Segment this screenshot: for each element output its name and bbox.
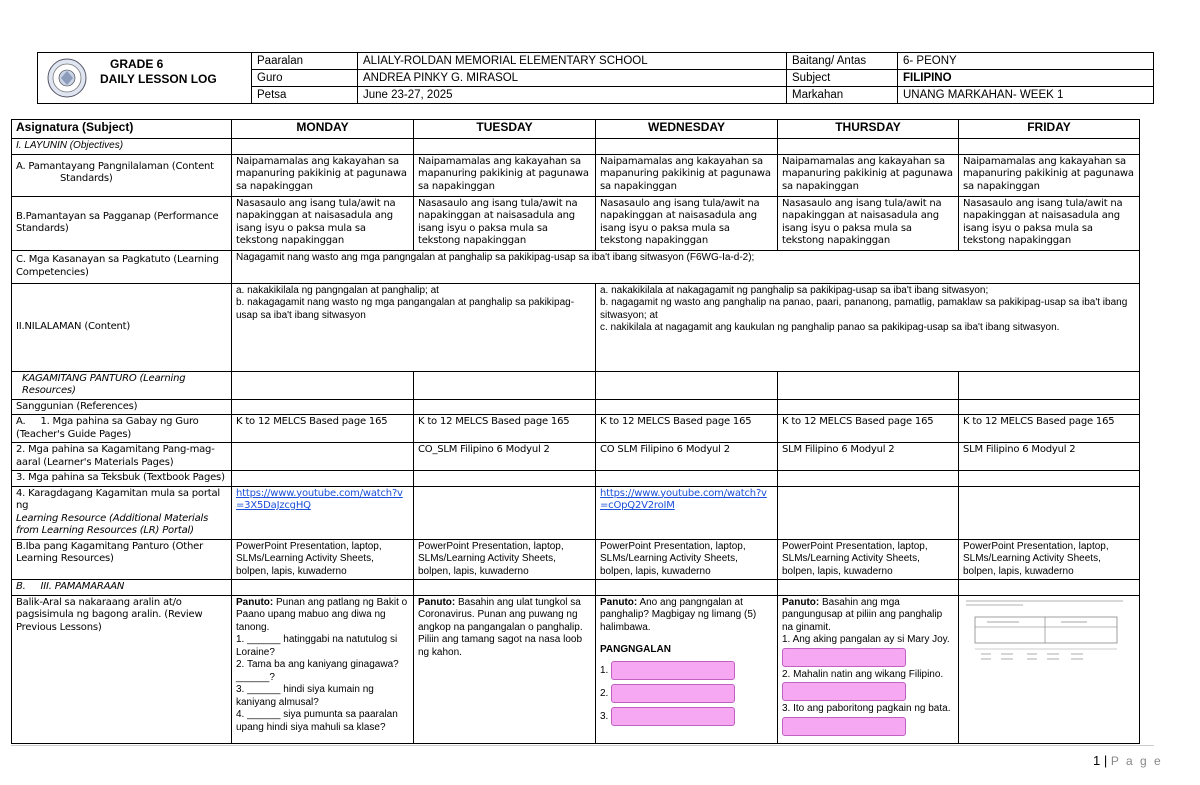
instruction-text: Punan ang patlang ng Bakit o Paano upang mabuo ang diwa ng tanong.	[236, 596, 408, 633]
other-resources-cell: PowerPoint Presentation, laptop, SLMs/Learning Activity Sheets, bolpen, lapis, kuwaderno	[596, 539, 778, 580]
content-standards-cell: Naipamamalas ang kakayahan sa mapanuring pakikinig at pagunawa sa napakinggan	[232, 154, 414, 196]
lr-portal-text-italic: Learning Resource (Additional Materials from Learning Resources (LR) Portal)	[16, 512, 209, 536]
content-cell-wed-fri	[596, 283, 1140, 371]
youtube-link[interactable]: https://www.youtube.com/watch?v=3X5DaJzcgHQ	[236, 487, 403, 511]
log-title: DAILY LESSON LOG	[100, 72, 217, 86]
teachers-guide-label	[12, 415, 232, 443]
review-label: Balik-Aral sa nakaraang aralin at/o pagsisimula ng bagong aralin. (Review Previous Lessons)	[12, 595, 232, 743]
page-number	[1093, 753, 1163, 768]
youtube-link[interactable]: https://www.youtube.com/watch?v=cOpQ2V2roIM	[600, 487, 767, 511]
question-item: 1. ______ hatinggabi na natutulog si Loraine?	[236, 634, 398, 658]
sentence-item: 1. Ang aking pangalan ay si Mary Joy.	[782, 634, 950, 645]
other-resources-cell: PowerPoint Presentation, laptop, SLMs/Learning Activity Sheets, bolpen, lapis, kuwaderno	[232, 539, 414, 580]
answer-line	[600, 707, 773, 726]
logo-title-cell	[38, 53, 252, 104]
date-value: June 23-27, 2025	[358, 87, 787, 104]
sentence-item: 3. Ito ang paboritong pagkain ng bata.	[782, 703, 951, 714]
teachers-guide-cell: K to 12 MELCS Based page 165	[959, 415, 1140, 443]
page-label: P a g e	[1110, 754, 1163, 768]
other-resources-cell: PowerPoint Presentation, laptop, SLMs/Learning Activity Sheets, bolpen, lapis, kuwaderno	[778, 539, 959, 580]
answer-box[interactable]	[611, 684, 735, 703]
day-header-row	[12, 120, 1140, 139]
instruction-label: Panuto:	[418, 596, 456, 608]
instruction-label: Panuto:	[600, 596, 638, 608]
noun-heading: PANGNGALAN	[600, 644, 671, 655]
question-item: 3. ______ hindi siya kumain ng kaniyang almusal?	[236, 684, 374, 708]
performance-standards-cell: Nasasaulo ang isang tula/awit na napakinggan at naisasadula ang isang isyu o paksa mula sa tekstong napakinggan	[778, 196, 959, 250]
answer-line	[600, 684, 773, 703]
answer-number: 2.	[600, 687, 609, 699]
content-standards-label-text: A. Pamantayang Pangnilalaman (Content	[16, 160, 214, 172]
grade-level-label: Baitang/ Antas	[787, 53, 898, 70]
quarter-label: Markahan	[787, 87, 898, 104]
page-separator: |	[1100, 753, 1111, 768]
references-label: Sanggunian (References)	[12, 399, 232, 415]
learners-materials-cell: SLM Filipino 6 Modyul 2	[959, 443, 1140, 471]
answer-box[interactable]	[782, 648, 906, 667]
instruction-text: Basahin ang mga pangungusap at piliin ang panghalip na ginamit.	[782, 596, 943, 633]
lr-cell-wed	[596, 486, 778, 539]
teachers-guide-cell: K to 12 MELCS Based page 165	[232, 415, 414, 443]
performance-standards-cell: Nasasaulo ang isang tula/awit na napakinggan at naisasadula ang isang isyu o paksa mula sa tekstong napakinggan	[596, 196, 778, 250]
quarter-value: UNANG MARKAHAN- WEEK 1	[898, 87, 1154, 104]
competencies-label: C. Mga Kasanayan sa Pagkatuto (Learning Competencies)	[12, 250, 232, 283]
other-resources-cell: PowerPoint Presentation, laptop, SLMs/Learning Activity Sheets, bolpen, lapis, kuwaderno	[414, 539, 596, 580]
review-cell-mon	[232, 595, 414, 743]
content-standards-cell: Naipamamalas ang kakayahan sa mapanuring pakikinig at pagunawa sa napakinggan	[596, 154, 778, 196]
school-label: Paaralan	[252, 53, 358, 70]
review-cell-thu	[778, 595, 959, 743]
page-number-value: 1	[1093, 753, 1101, 768]
review-cell-tue	[414, 595, 596, 743]
content-cell-mon-tue	[232, 283, 596, 371]
lr-cell-mon	[232, 486, 414, 539]
lesson-table	[11, 119, 1140, 744]
footer-rule	[11, 745, 1154, 746]
content-standards-label	[12, 154, 232, 196]
day-header: WEDNESDAY	[596, 120, 778, 139]
answer-box[interactable]	[611, 707, 735, 726]
teachers-guide-cell: K to 12 MELCS Based page 165	[596, 415, 778, 443]
worksheet-thumbnail	[963, 597, 1127, 693]
teachers-guide-text: 1. Mga pahina sa Gabay ng Guro (Teacher's Guide Pages)	[16, 416, 199, 440]
sentence-item: 2. Mahalin natin ang wikang Filipino.	[782, 668, 944, 680]
procedures-heading: B. III. PAMAMARAAN	[12, 580, 232, 596]
answer-box[interactable]	[611, 661, 735, 680]
content-item: a. nakakikilala at nakagagamit ng panghalip sa pakikipag-usap sa iba't ibang sitwasyon;	[600, 284, 989, 296]
grade-label: GRADE 6	[110, 57, 164, 71]
other-resources-label: B.Iba pang Kagamitang Panturo (Other Learning Resources)	[12, 539, 232, 580]
instruction-label: Panuto:	[782, 596, 820, 608]
learners-materials-cell: SLM Filipino 6 Modyul 2	[778, 443, 959, 471]
content-item: b. nakagagamit nang wasto ng mga pangangalan at panghalip sa pakikipag-usap sa iba't ibang sitwasyon	[236, 297, 575, 321]
instruction-text: Ano ang pangngalan at panghalip? Magbigay ng limang (5) halimbawa.	[600, 596, 757, 633]
day-header: MONDAY	[232, 120, 414, 139]
subject-value: FILIPINO	[898, 70, 1154, 87]
objectives-heading: I. LAYUNIN (Objectives)	[12, 139, 232, 155]
lr-portal-text: 4. Karagdagang Kagamitan mula sa portal ng	[16, 487, 220, 511]
content-standards-label-text2: Standards)	[60, 173, 113, 184]
content-standards-cell: Naipamamalas ang kakayahan sa mapanuring pakikinig at pagunawa sa napakinggan	[959, 154, 1140, 196]
review-cell-wed	[596, 595, 778, 743]
answer-box[interactable]	[782, 717, 906, 736]
question-item: 2. Tama ba ang kaniyang ginagawa? ______?	[236, 659, 399, 683]
performance-standards-label: B.Pamantayan sa Pagganap (Performance Standards)	[12, 196, 232, 250]
teacher-value: ANDREA PINKY G. MIRASOL	[358, 70, 787, 87]
resources-label: KAGAMITANG PANTURO (Learning Resources)	[12, 371, 232, 399]
school-value: ALIALY-ROLDAN MEMORIAL ELEMENTARY SCHOOL	[358, 53, 787, 70]
content-standards-cell: Naipamamalas ang kakayahan sa mapanuring pakikinig at pagunawa sa napakinggan	[414, 154, 596, 196]
review-cell-fri	[959, 595, 1140, 743]
answer-line	[600, 661, 773, 680]
subject-label: Subject	[787, 70, 898, 87]
teachers-guide-cell: K to 12 MELCS Based page 165	[778, 415, 959, 443]
performance-standards-cell: Nasasaulo ang isang tula/awit na napakinggan at naisasadula ang isang isyu o paksa mula sa tekstong napakinggan	[959, 196, 1140, 250]
instruction-label: Panuto:	[236, 596, 274, 608]
answer-box[interactable]	[782, 682, 906, 701]
other-resources-cell: PowerPoint Presentation, laptop, SLMs/Learning Activity Sheets, bolpen, lapis, kuwaderno	[959, 539, 1140, 580]
teacher-label: Guro	[252, 70, 358, 87]
date-label: Petsa	[252, 87, 358, 104]
content-label: II.NILALAMAN (Content)	[12, 283, 232, 371]
learners-materials-cell: CO_SLM Filipino 6 Modyul 2	[414, 443, 596, 471]
day-header: TUESDAY	[414, 120, 596, 139]
content-standards-cell: Naipamamalas ang kakayahan sa mapanuring pakikinig at pagunawa sa napakinggan	[778, 154, 959, 196]
content-item: c. nakikilala at nagagamit ang kaukulan ng panghalip panao sa pakikipag-usap sa iba't ibang sitwasyon.	[600, 322, 1060, 333]
title-block	[100, 57, 217, 87]
content-item: b. nagagamit ng wasto ang panghalip na panao, paari, pananong, pamatlig, pamaklaw sa pakikipag-usap sa iba't ibang sitwasyon; at	[600, 297, 1128, 321]
textbook-label: 3. Mga pahina sa Teksbuk (Textbook Pages)	[12, 471, 232, 487]
performance-standards-cell: Nasasaulo ang isang tula/awit na napakinggan at naisasadula ang isang isyu o paksa mula sa tekstong napakinggan	[232, 196, 414, 250]
question-item: 4. ______ siya pumunta sa paaralan upang hindi siya mahuli sa klase?	[236, 709, 398, 733]
instruction-text: Basahin ang ulat tungkol sa Coronavirus. Punan ang puwang ng angkop na pangangalan o panghalip. Piliin ang tamang sagot na nasa loob ng kahon.	[418, 596, 583, 658]
answer-number: 1.	[600, 664, 609, 676]
teachers-guide-letter: A.	[16, 416, 26, 427]
deped-seal-icon	[47, 58, 87, 98]
content-item: a. nakakikilala ng pangngalan at panghalip; at	[236, 284, 439, 296]
day-header: FRIDAY	[959, 120, 1140, 139]
answer-number: 3.	[600, 710, 609, 722]
teachers-guide-cell: K to 12 MELCS Based page 165	[414, 415, 596, 443]
header-table	[37, 52, 1154, 104]
grade-level-value: 6- PEONY	[898, 53, 1154, 70]
competencies-cell: Nagagamit nang wasto ang mga pangngalan at panghalip sa pakikipag-usap sa iba't ibang sitwasyon (F6WG-Ia-d-2);	[232, 250, 1140, 283]
day-header: THURSDAY	[778, 120, 959, 139]
performance-standards-cell: Nasasaulo ang isang tula/awit na napakinggan at naisasadula ang isang isyu o paksa mula sa tekstong napakinggan	[414, 196, 596, 250]
lr-portal-label	[12, 486, 232, 539]
learners-materials-label: 2. Mga pahina sa Kagamitang Pang-mag-aaral (Learner's Materials Pages)	[12, 443, 232, 471]
learners-materials-cell: CO SLM Filipino 6 Modyul 2	[596, 443, 778, 471]
subject-column-header: Asignatura (Subject)	[12, 120, 232, 139]
